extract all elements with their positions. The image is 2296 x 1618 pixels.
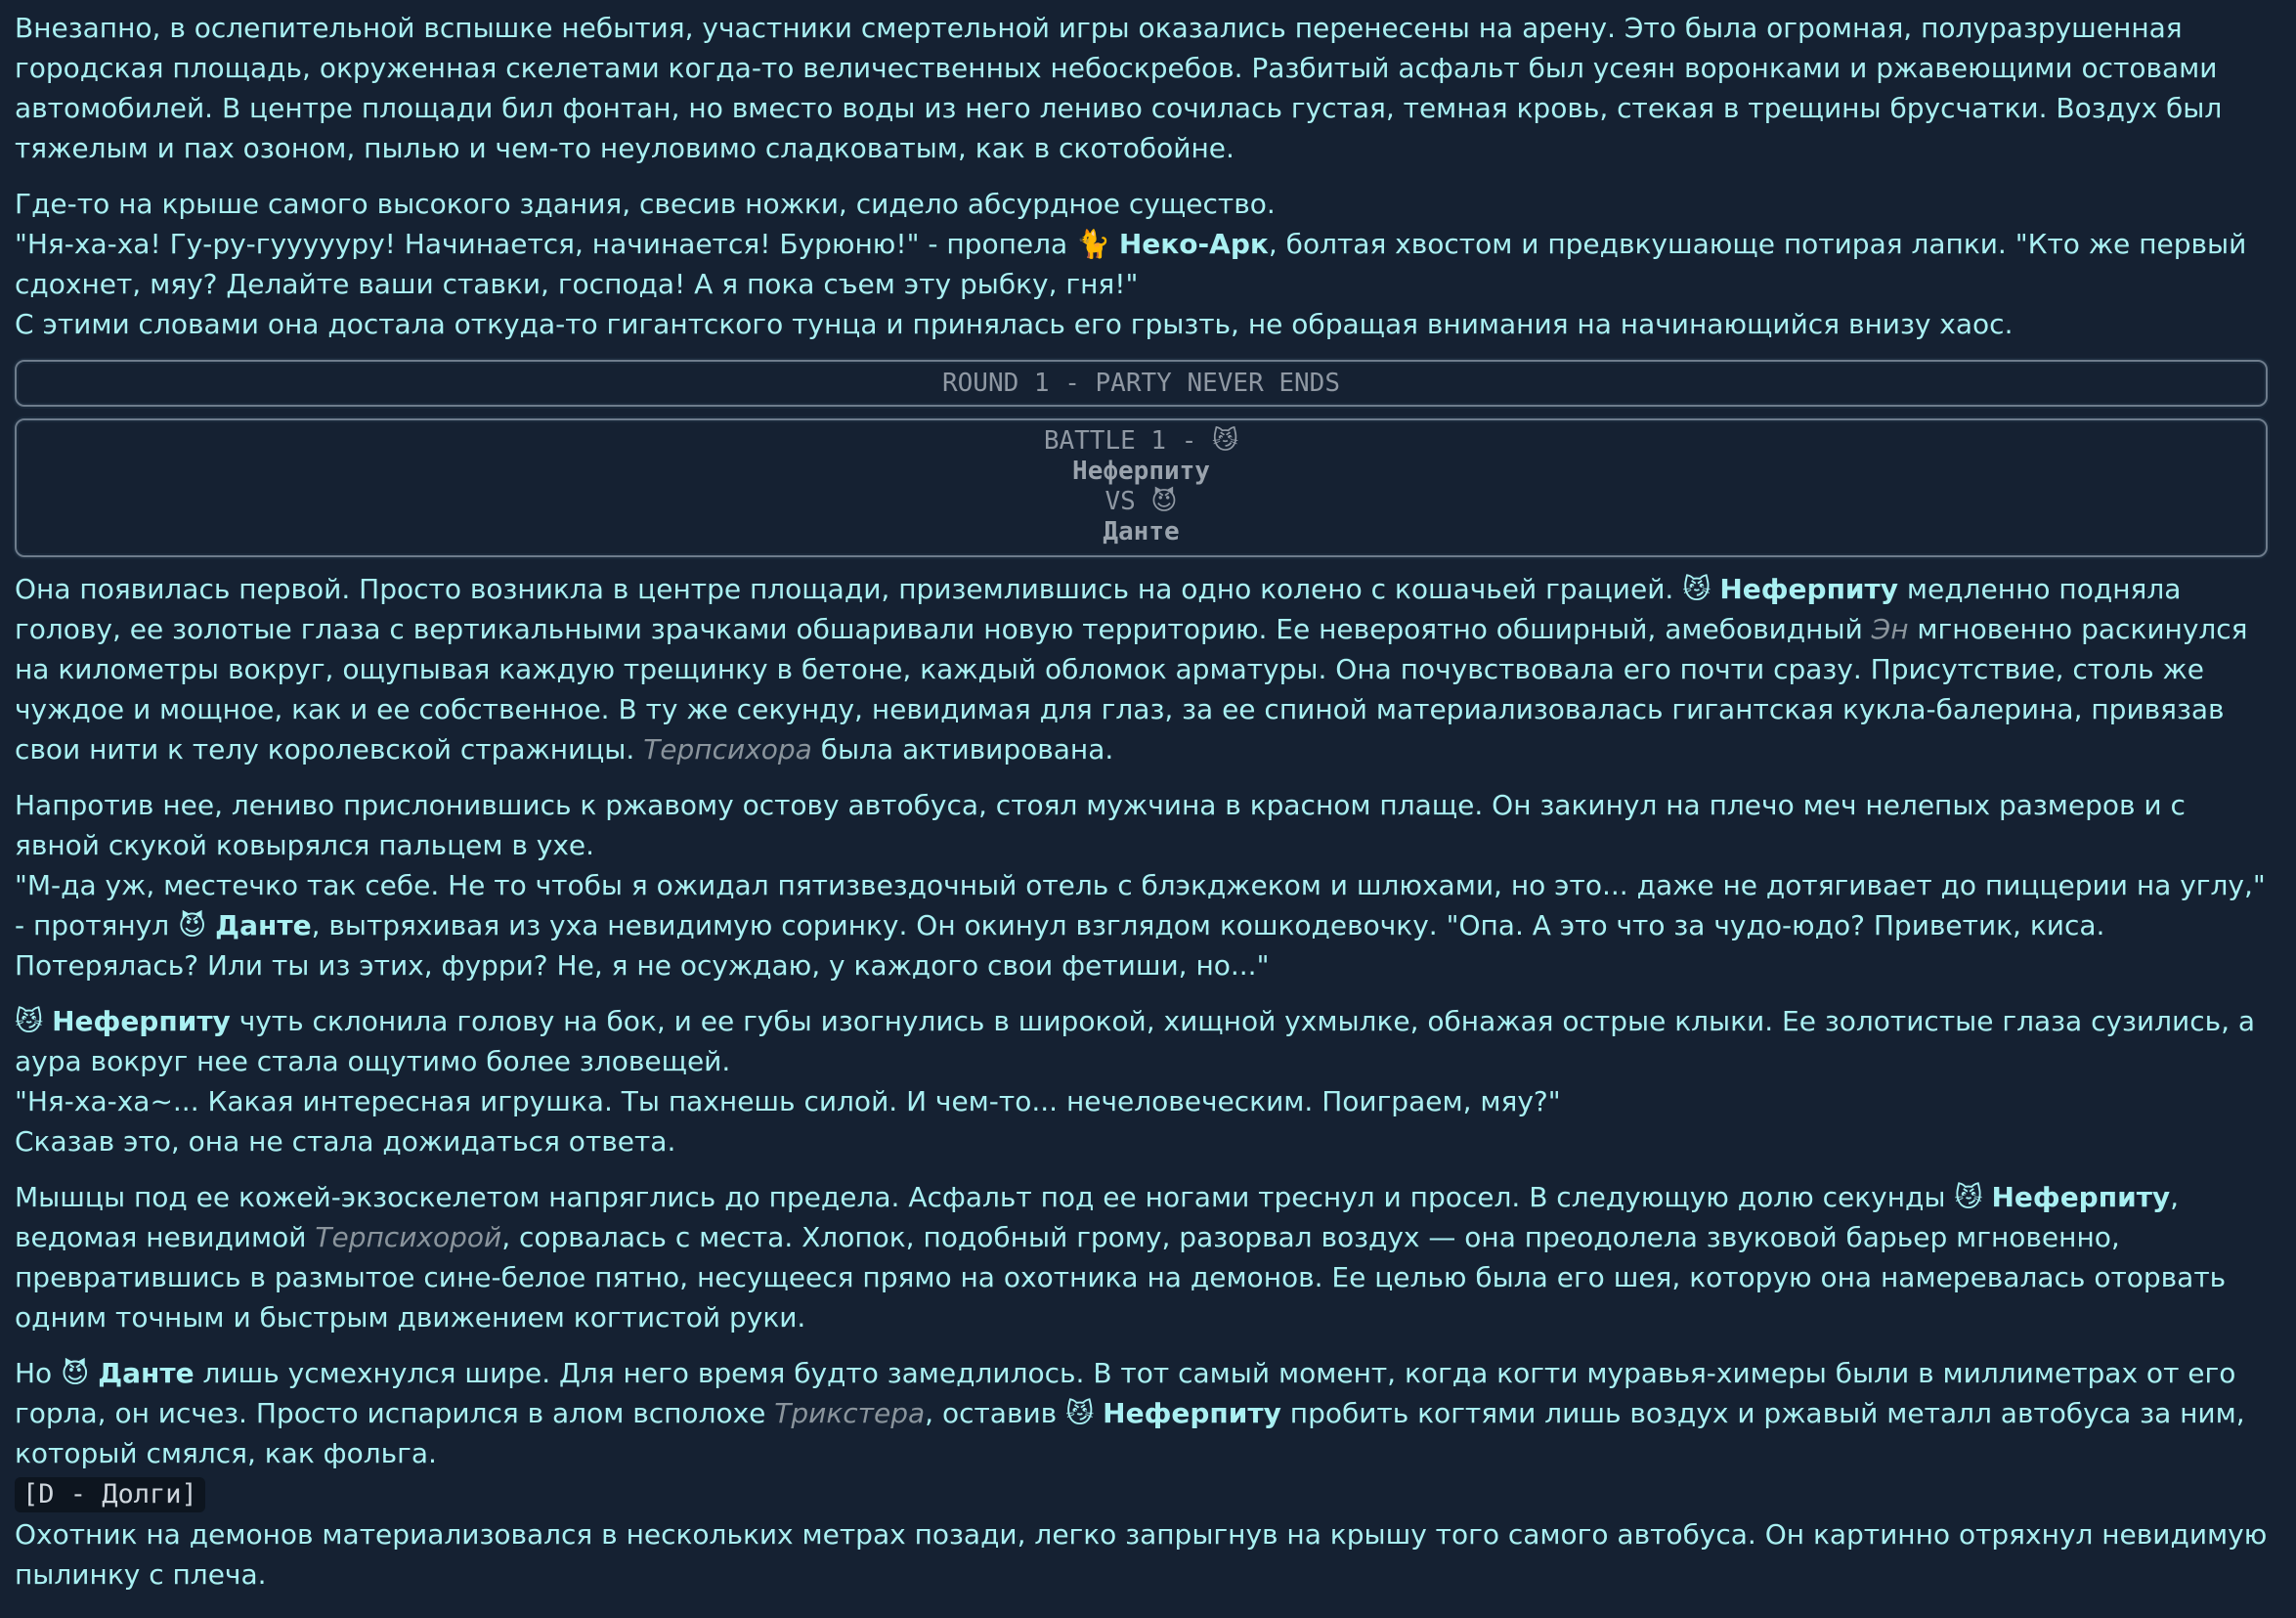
- character-name-neferpitou: Неферпиту: [52, 1005, 231, 1037]
- battle-fighter-1: Неферпиту: [1072, 457, 1210, 486]
- story-text: "М-да уж, местечко так себе. Не то чтобы я ожидал пятизвездочный отель с блэкджеком и шлюхами, но это... даже не дотягивает до пиццерии на углу," - протянул: [15, 869, 2266, 941]
- story-paragraph-6: [15, 1177, 2268, 1337]
- term-terpsichore: Терпсихора: [643, 733, 812, 765]
- story-text: Мышцы под ее кожей-экзоскелетом напряглись до предела. Асфальт под ее ногами треснул и просел. В следующую долю секунды: [15, 1181, 1955, 1213]
- character-name-neferpitou: Неферпиту: [1991, 1181, 2171, 1213]
- battle-vs: VS: [1105, 487, 1151, 516]
- smiling-devil-icon: 😈: [61, 1357, 90, 1389]
- smirking-cat-icon: 😼: [15, 1005, 44, 1037]
- cat-icon: 🐈: [1076, 228, 1110, 260]
- chat-message: [15, 8, 2268, 1610]
- story-paragraph-3: [15, 569, 2268, 769]
- story-text: , оставив: [925, 1397, 1066, 1429]
- character-name-dante: Данте: [215, 909, 312, 941]
- story-paragraph-4: [15, 785, 2268, 985]
- smirking-cat-icon: 😼: [1682, 573, 1711, 605]
- story-text: "Ня-ха-ха! Гу-ру-гуууууру! Начинается, начинается! Бурюню!" - пропела: [15, 228, 1077, 260]
- term-en: Эн: [1871, 613, 1909, 645]
- battle-fighter-2: Данте: [1103, 517, 1180, 547]
- term-trickster: Трикстера: [774, 1397, 926, 1429]
- story-text: была активирована.: [811, 733, 1114, 765]
- smirking-cat-icon: 😼: [1954, 1181, 1983, 1213]
- story-text: пробить когтями лишь воздух и ржавый металл автобуса за ним, который смялся, как фольга.: [15, 1397, 2245, 1469]
- story-text: Где-то на крыше самого высокого здания, свесив ножки, сидело абсурдное существо.: [15, 188, 1276, 220]
- story-paragraph-8: [15, 1514, 2268, 1595]
- character-name-neferpitou: Неферпиту: [1719, 573, 1899, 605]
- smiling-devil-icon: 😈: [178, 909, 207, 941]
- character-name-neko-ark: Неко-Арк: [1118, 228, 1269, 260]
- story-text: Внезапно, в ослепительной вспышке небытия, участники смертельной игры оказались перенесены на арену. Это была огромная, полуразрушенная городская площадь, окруженная скелетами когда-то величественных небоскребов. Разбитый асфальт был усеян воронками и ржавеющими остовами автомобилей. В центре площади бил фонтан, но вместо воды из него лениво сочилась густая, темная кровь, стекая в трещины брусчатки. Воздух был тяжелым и пах озоном, пылью и чем-то неуловимо сладковатым, как в скотобойне.: [15, 12, 2223, 164]
- battle-line-1: [17, 426, 2266, 457]
- battle-banner: [15, 418, 2268, 557]
- code-label: [D - Долги]: [15, 1477, 205, 1512]
- story-text: , сорвалась с места. Хлопок, подобный грому, разорвал воздух — она преодолела звуковой барьер мгновенно, превратившись в размытое сине-белое пятно, несущееся прямо на охотника на демонов. Ее целью была его шея, которую она намеревалась оторвать одним точным и быстрым движением когтистой руки.: [15, 1221, 2227, 1334]
- battle-line-vs: [17, 487, 2266, 517]
- story-text: медленно подняла голову, ее золотые глаза с вертикальными зрачками обшаривали новую территорию. Ее невероятно обширный, амебовидный: [15, 573, 2182, 645]
- smirking-cat-icon: 😼: [1065, 1397, 1095, 1429]
- story-text: мгновенно раскинулся на километры вокруг, ощупывая каждую трещинку в бетоне, каждый обломок арматуры. Она почувствовала его почти сразу. Присутствие, столь же чуждое и мощное, как и ее собственное. В ту же секунду, невидимая для глаз, за ее спиной материализовалась гигантская кукла-балерина, привязав свои нити к телу королевской стражницы.: [15, 613, 2248, 765]
- story-text: , вытряхивая из уха невидимую соринку. Он окинул взглядом кошкодевочку. "Опа. А это что за чудо-юдо? Приветик, киса. Потерялась? Или ты из этих, фурри? Не, я не осуждаю, у каждого свои фетиши, но...": [15, 909, 2105, 982]
- character-name-dante: Данте: [98, 1357, 195, 1389]
- smirking-cat-icon: 😼: [1212, 426, 1239, 456]
- round-banner: [15, 360, 2268, 407]
- story-paragraph-7: [15, 1353, 2268, 1473]
- round-label: ROUND 1 - PARTY NEVER ENDS: [942, 369, 1340, 398]
- story-paragraph-5: [15, 1001, 2268, 1161]
- story-text: Охотник на демонов материализовался в нескольких метрах позади, легко запрыгнув на крышу того самого автобуса. Он картинно отряхнул невидимую пылинку с плеча.: [15, 1518, 2268, 1591]
- story-text: Но: [15, 1357, 62, 1389]
- story-text: , ведомая невидимой: [15, 1181, 2180, 1253]
- story-paragraph-intro: [15, 8, 2268, 168]
- inline-code-block: [15, 1473, 2268, 1514]
- story-text: , болтая хвостом и предвкушающе потирая лапки. "Кто же первый сдохнет, мяу? Делайте ваши ставки, господа! А я пока съем эту рыбку, гня!": [15, 228, 2247, 300]
- smiling-devil-icon: 😈: [1150, 487, 1178, 516]
- story-text: С этими словами она достала откуда-то гигантского тунца и принялась его грызть, не обращая внимания на начинающийся внизу хаос.: [15, 308, 2014, 340]
- battle-prefix: BATTLE 1 -: [1043, 426, 1213, 456]
- term-terpsichore: Терпсихорой: [315, 1221, 502, 1253]
- story-text: Она появилась первой. Просто возникла в центре площади, приземлившись на одно колено с кошачьей грацией.: [15, 573, 1683, 605]
- story-text: чуть склонила голову на бок, и ее губы изогнулись в широкой, хищной ухмылке, обнажая острые клыки. Ее золотистые глаза сузились, а аура вокруг нее стала ощутимо более зловещей.: [15, 1005, 2256, 1077]
- story-text: Напротив нее, лениво прислонившись к ржавому остову автобуса, стоял мужчина в красном плаще. Он закинул на плечо меч нелепых размеров и с явной скукой ковырялся пальцем в ухе.: [15, 789, 2186, 861]
- story-text: Сказав это, она не стала дожидаться ответа.: [15, 1125, 676, 1158]
- story-text: "Ня-ха-ха~... Какая интересная игрушка. Ты пахнешь силой. И чем-то... нечеловеческим. Поиграем, мяу?": [15, 1085, 1561, 1117]
- character-name-neferpitou: Неферпиту: [1103, 1397, 1281, 1429]
- story-paragraph-neko-ark: [15, 184, 2268, 344]
- story-text: лишь усмехнулся шире. Для него время будто замедлилось. В тот самый момент, когда когти муравья-химеры были в миллиметрах от его горла, он исчез. Просто испарился в алом всполохе: [15, 1357, 2236, 1429]
